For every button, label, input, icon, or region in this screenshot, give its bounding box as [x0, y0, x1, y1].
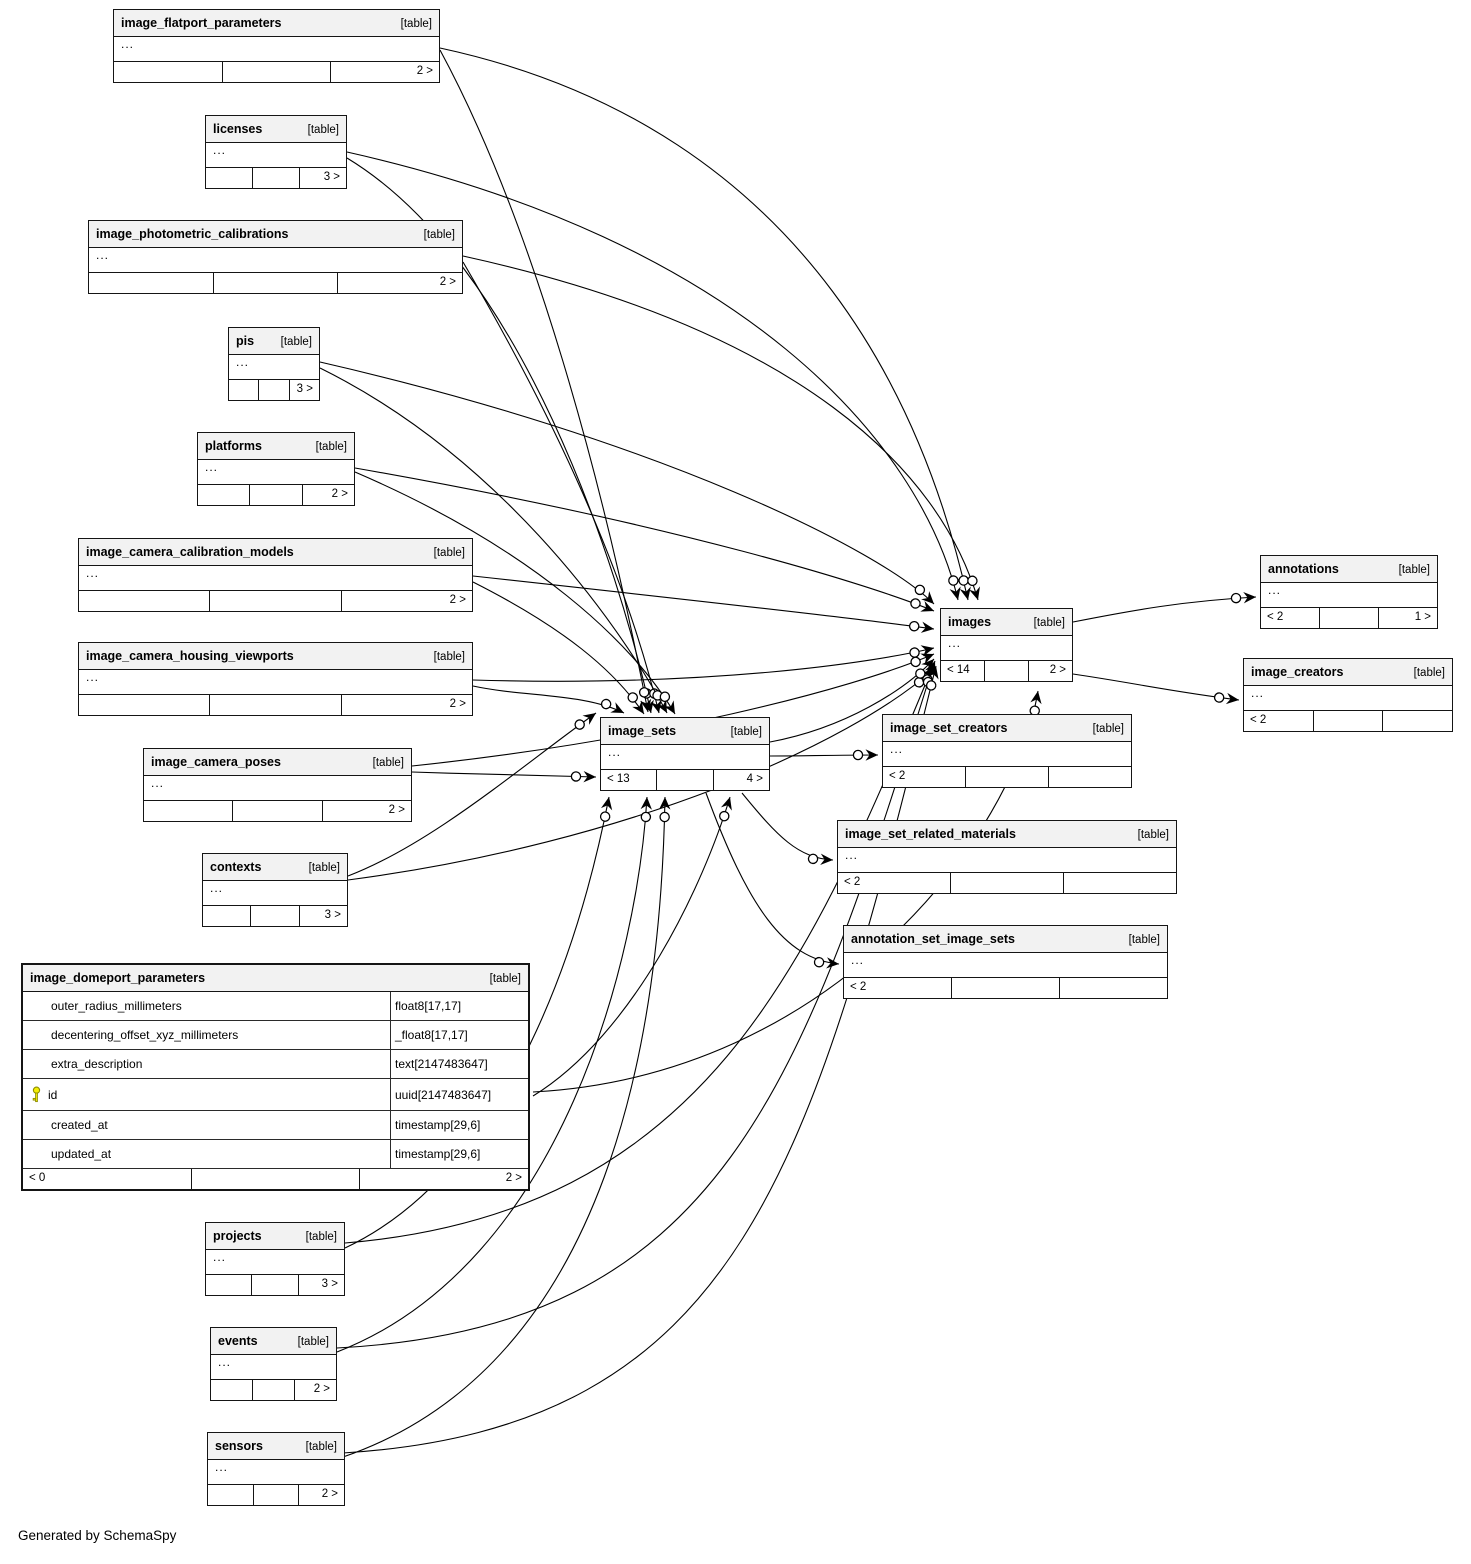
footer-parent-count: < 0: [23, 1169, 192, 1189]
table-licenses[interactable]: [205, 115, 347, 189]
table-header[interactable]: [883, 715, 1131, 742]
table-type-label: [table]: [433, 547, 465, 559]
edge-image_camera_poses-to-image_sets: [412, 772, 596, 777]
footer-parent-count: [229, 380, 259, 400]
table-name[interactable]: image_set_creators: [890, 721, 1008, 735]
edge-image_photometric_calibrations-to-image_sets: [463, 262, 659, 713]
column-indent: [31, 1006, 45, 1007]
table-events[interactable]: [210, 1327, 337, 1401]
table-pis[interactable]: [228, 327, 320, 401]
table-name[interactable]: image_flatport_parameters: [121, 16, 282, 30]
column-row-created_at: [23, 1111, 528, 1140]
column-type: timestamp[29,6]: [390, 1111, 528, 1139]
footer-parent-count: [89, 273, 214, 293]
column-row-decentering_offset_xyz_millimeters: [23, 1021, 528, 1050]
column-type: timestamp[29,6]: [390, 1140, 528, 1168]
footer-parent-count: < 2: [1244, 711, 1314, 731]
edge-image_camera_housing_viewports-to-images: [473, 648, 934, 681]
column-type: uuid[2147483647]: [390, 1079, 528, 1110]
footer-child-count: 2 >: [331, 488, 348, 500]
footer-parent-count: [208, 1485, 254, 1505]
column-type: _float8[17,17]: [390, 1021, 528, 1049]
edge-image_flatport_parameters-to-image_sets: [440, 50, 648, 712]
footer-child-count: [1060, 978, 1167, 998]
columns-ellipsis: ...: [79, 566, 472, 591]
footer-middle-cell: [952, 978, 1060, 998]
footer-parent-count: < 13: [601, 770, 657, 790]
table-annotations[interactable]: [1260, 555, 1438, 629]
table-type-label: [table]: [489, 973, 521, 985]
footer-parent-count: [79, 695, 210, 715]
table-type-label: [table]: [307, 124, 339, 136]
table-type-label: [table]: [305, 1441, 337, 1453]
footer-parent-count: [203, 906, 251, 926]
table-header[interactable]: [206, 1223, 344, 1250]
table-name[interactable]: images: [948, 615, 992, 629]
footer-middle-cell: [210, 695, 341, 715]
table-name[interactable]: image_photometric_calibrations: [96, 227, 289, 241]
table-header[interactable]: [198, 433, 354, 460]
columns-ellipsis: ...: [601, 745, 769, 770]
edge-image_photometric_calibrations-to-images: [463, 256, 978, 600]
columns-ellipsis: ...: [114, 37, 439, 62]
table-footer: [1261, 608, 1437, 628]
table-annotation_set_image_sets[interactable]: [843, 925, 1168, 999]
table-projects[interactable]: [205, 1222, 345, 1296]
footer-child-count: [1064, 873, 1176, 893]
table-name[interactable]: projects: [213, 1229, 262, 1243]
table-image_flatport_parameters[interactable]: [113, 9, 440, 83]
column-row-outer_radius_millimeters: [23, 992, 528, 1021]
table-footer: [844, 978, 1167, 998]
column-indent: [31, 1064, 45, 1065]
columns-ellipsis: ...: [79, 670, 472, 695]
footer-middle-cell: [259, 380, 289, 400]
column-indent: [31, 1035, 45, 1036]
footer-child-count: 2 >: [321, 1488, 339, 1500]
footer-parent-count: < 2: [1261, 608, 1320, 628]
footer-parent-count: [79, 591, 210, 611]
table-platforms[interactable]: [197, 432, 355, 506]
table-header[interactable]: [211, 1328, 336, 1355]
table-footer: [838, 873, 1176, 893]
footer-middle-cell: [210, 591, 341, 611]
footer-parent-count: [206, 1275, 252, 1295]
footer-child-count: 2 >: [416, 65, 434, 77]
table-image_sets[interactable]: [600, 717, 770, 791]
table-footer: [206, 1275, 344, 1295]
table-footer: [198, 485, 354, 505]
footer-child-count: 3 >: [323, 171, 340, 183]
footer-middle-cell: [192, 1169, 361, 1189]
table-type-label: [table]: [1128, 934, 1160, 946]
table-name[interactable]: image_sets: [608, 724, 677, 738]
table-footer: [1244, 711, 1452, 731]
column-indent: [31, 1154, 45, 1155]
footer-child-count: 2 >: [449, 698, 466, 710]
footer-parent-count: < 2: [844, 978, 952, 998]
footer-child-count: 3 >: [324, 909, 341, 921]
table-image_set_related_materials[interactable]: [837, 820, 1177, 894]
footer-child-count: 3 >: [321, 1278, 338, 1290]
table-image_domeport_parameters[interactable]: [21, 963, 530, 1191]
table-image_photometric_calibrations[interactable]: [88, 220, 463, 294]
table-header[interactable]: [941, 609, 1072, 636]
table-name[interactable]: image_camera_housing_viewports: [86, 649, 294, 663]
table-name[interactable]: image_creators: [1251, 665, 1344, 679]
columns-ellipsis: ...: [206, 143, 346, 168]
table-type-label: [table]: [400, 18, 432, 30]
footer-middle-cell: [252, 1275, 298, 1295]
footer-child-count: 1 >: [1414, 611, 1431, 623]
column-name: decentering_offset_xyz_millimeters: [51, 1028, 239, 1042]
table-images[interactable]: [940, 608, 1073, 682]
table-footer: [601, 770, 769, 790]
table-contexts[interactable]: [202, 853, 348, 927]
table-image_camera_housing_viewports[interactable]: [78, 642, 473, 716]
table-name[interactable]: licenses: [213, 122, 263, 136]
columns-ellipsis: ...: [208, 1460, 344, 1485]
footer-middle-cell: [1320, 608, 1379, 628]
table-header[interactable]: [208, 1433, 344, 1460]
table-footer: [229, 380, 319, 400]
table-type-label: [table]: [305, 1231, 337, 1243]
column-type: text[2147483647]: [390, 1050, 528, 1078]
footer-middle-cell: [966, 767, 1049, 787]
table-type-label: [table]: [730, 726, 762, 738]
table-image_camera_calibration_models[interactable]: [78, 538, 473, 612]
table-type-label: [table]: [1413, 667, 1445, 679]
footer-middle-cell: [223, 62, 332, 82]
table-header[interactable]: [203, 854, 347, 881]
table-sensors[interactable]: [207, 1432, 345, 1506]
footer-middle-cell: [951, 873, 1064, 893]
table-footer: [941, 661, 1072, 681]
columns-ellipsis: ...: [144, 776, 411, 801]
footer-middle-cell: [251, 906, 299, 926]
footer-child-count: 2 >: [505, 1172, 523, 1184]
primary-key-icon: [31, 1086, 42, 1103]
table-footer: [206, 168, 346, 188]
table-type-label: [table]: [280, 336, 312, 348]
footer-middle-cell: [250, 485, 302, 505]
table-image_creators[interactable]: [1243, 658, 1453, 732]
table-header[interactable]: [23, 965, 528, 992]
table-type-label: [table]: [1398, 564, 1430, 576]
footer-child-count: [1383, 711, 1452, 731]
columns-ellipsis: ...: [1261, 583, 1437, 608]
table-type-label: [table]: [1092, 723, 1124, 735]
footer-parent-count: [206, 168, 253, 188]
edge-image_flatport_parameters-to-images: [440, 48, 968, 600]
table-type-label: [table]: [1033, 617, 1065, 629]
footer-parent-count: [144, 801, 233, 821]
table-header[interactable]: [1244, 659, 1452, 686]
edge-image_sets-to-image_set_creators: [770, 755, 878, 756]
table-name[interactable]: annotation_set_image_sets: [851, 932, 1015, 946]
footer-middle-cell: [214, 273, 339, 293]
columns-ellipsis: ...: [883, 742, 1131, 767]
table-header[interactable]: [601, 718, 769, 745]
edge-image_domeport_parameters-to-image_sets: [533, 797, 730, 1096]
footer-child-count: 2 >: [388, 804, 405, 816]
footer-middle-cell: [253, 168, 300, 188]
columns-ellipsis: ...: [198, 460, 354, 485]
footer-middle-cell: [253, 1380, 295, 1400]
footer-child-count: [1049, 767, 1131, 787]
column-name: extra_description: [51, 1057, 143, 1071]
footer-child-count: 3 >: [296, 383, 313, 395]
columns-ellipsis: ...: [844, 953, 1167, 978]
table-type-label: [table]: [315, 441, 347, 453]
edge-images-to-annotations: [1073, 597, 1256, 622]
table-header[interactable]: [844, 926, 1167, 953]
table-type-label: [table]: [1137, 829, 1169, 841]
table-type-label: [table]: [423, 229, 455, 241]
columns-ellipsis: ...: [229, 355, 319, 380]
generator-credit: Generated by SchemaSpy: [18, 1528, 177, 1543]
edge-image_sets-to-annotation_set_image_sets: [706, 793, 839, 964]
column-name: outer_radius_millimeters: [51, 999, 182, 1013]
columns-ellipsis: ...: [1244, 686, 1452, 711]
table-header[interactable]: [89, 221, 462, 248]
table-header[interactable]: [79, 539, 472, 566]
columns-ellipsis: ...: [206, 1250, 344, 1275]
table-footer: [114, 62, 439, 82]
table-footer: [89, 273, 462, 293]
column-name: updated_at: [51, 1147, 112, 1161]
table-header[interactable]: [144, 749, 411, 776]
footer-parent-count: < 14: [941, 661, 985, 681]
table-header[interactable]: [79, 643, 472, 670]
edge-images-to-image_creators: [1073, 674, 1239, 700]
edge-image_camera_housing_viewports-to-image_sets: [473, 686, 624, 713]
table-name[interactable]: annotations: [1268, 562, 1339, 576]
table-image_set_creators[interactable]: [882, 714, 1132, 788]
columns-ellipsis: ...: [941, 636, 1072, 661]
footer-parent-count: [211, 1380, 253, 1400]
table-footer: [144, 801, 411, 821]
table-type-label: [table]: [372, 757, 404, 769]
table-type-label: [table]: [433, 651, 465, 663]
footer-middle-cell: [1314, 711, 1384, 731]
table-header[interactable]: [206, 116, 346, 143]
table-name[interactable]: contexts: [210, 860, 262, 874]
column-indent: [31, 1125, 45, 1126]
edge-image_sets-to-image_set_related_materials: [742, 793, 833, 860]
table-type-label: [table]: [308, 862, 340, 874]
footer-middle-cell: [233, 801, 322, 821]
column-row-updated_at: [23, 1140, 528, 1169]
columns-ellipsis: ...: [838, 848, 1176, 873]
columns-ellipsis: ...: [89, 248, 462, 273]
table-header[interactable]: [838, 821, 1176, 848]
table-footer: [211, 1380, 336, 1400]
footer-child-count: 2 >: [439, 276, 457, 288]
footer-child-count: 4 >: [746, 773, 763, 785]
footer-child-count: 2 >: [1049, 664, 1066, 676]
column-type: float8[17,17]: [390, 992, 528, 1020]
column-row-extra_description: [23, 1050, 528, 1079]
footer-child-count: 2 >: [313, 1383, 330, 1395]
footer-middle-cell: [985, 661, 1029, 681]
table-header[interactable]: [114, 10, 439, 37]
column-row-id: [23, 1079, 528, 1111]
columns-ellipsis: ...: [211, 1355, 336, 1380]
table-name[interactable]: pis: [236, 334, 255, 348]
footer-child-count: 2 >: [449, 594, 466, 606]
footer-middle-cell: [254, 1485, 300, 1505]
table-footer: [23, 1169, 528, 1189]
footer-parent-count: [198, 485, 250, 505]
table-footer: [203, 906, 347, 926]
table-name[interactable]: events: [218, 1334, 258, 1348]
column-name: created_at: [51, 1118, 108, 1132]
table-footer: [883, 767, 1131, 787]
column-name: id: [48, 1087, 58, 1102]
table-image_camera_poses[interactable]: [143, 748, 412, 822]
table-header[interactable]: [229, 328, 319, 355]
footer-middle-cell: [657, 770, 713, 790]
footer-parent-count: < 2: [838, 873, 951, 893]
table-name[interactable]: image_domeport_parameters: [30, 971, 206, 985]
edge-image_camera_calibration_models-to-image_sets: [473, 582, 644, 714]
footer-parent-count: [114, 62, 223, 82]
table-type-label: [table]: [297, 1336, 329, 1348]
table-header[interactable]: [1261, 556, 1437, 583]
table-name[interactable]: image_camera_poses: [151, 755, 281, 769]
table-name[interactable]: image_camera_calibration_models: [86, 545, 294, 559]
table-name[interactable]: image_set_related_materials: [845, 827, 1016, 841]
table-name[interactable]: sensors: [215, 1439, 263, 1453]
table-footer: [79, 695, 472, 715]
table-footer: [208, 1485, 344, 1505]
table-footer: [79, 591, 472, 611]
footer-parent-count: < 2: [883, 767, 966, 787]
columns-ellipsis: ...: [203, 881, 347, 906]
table-name[interactable]: platforms: [205, 439, 262, 453]
